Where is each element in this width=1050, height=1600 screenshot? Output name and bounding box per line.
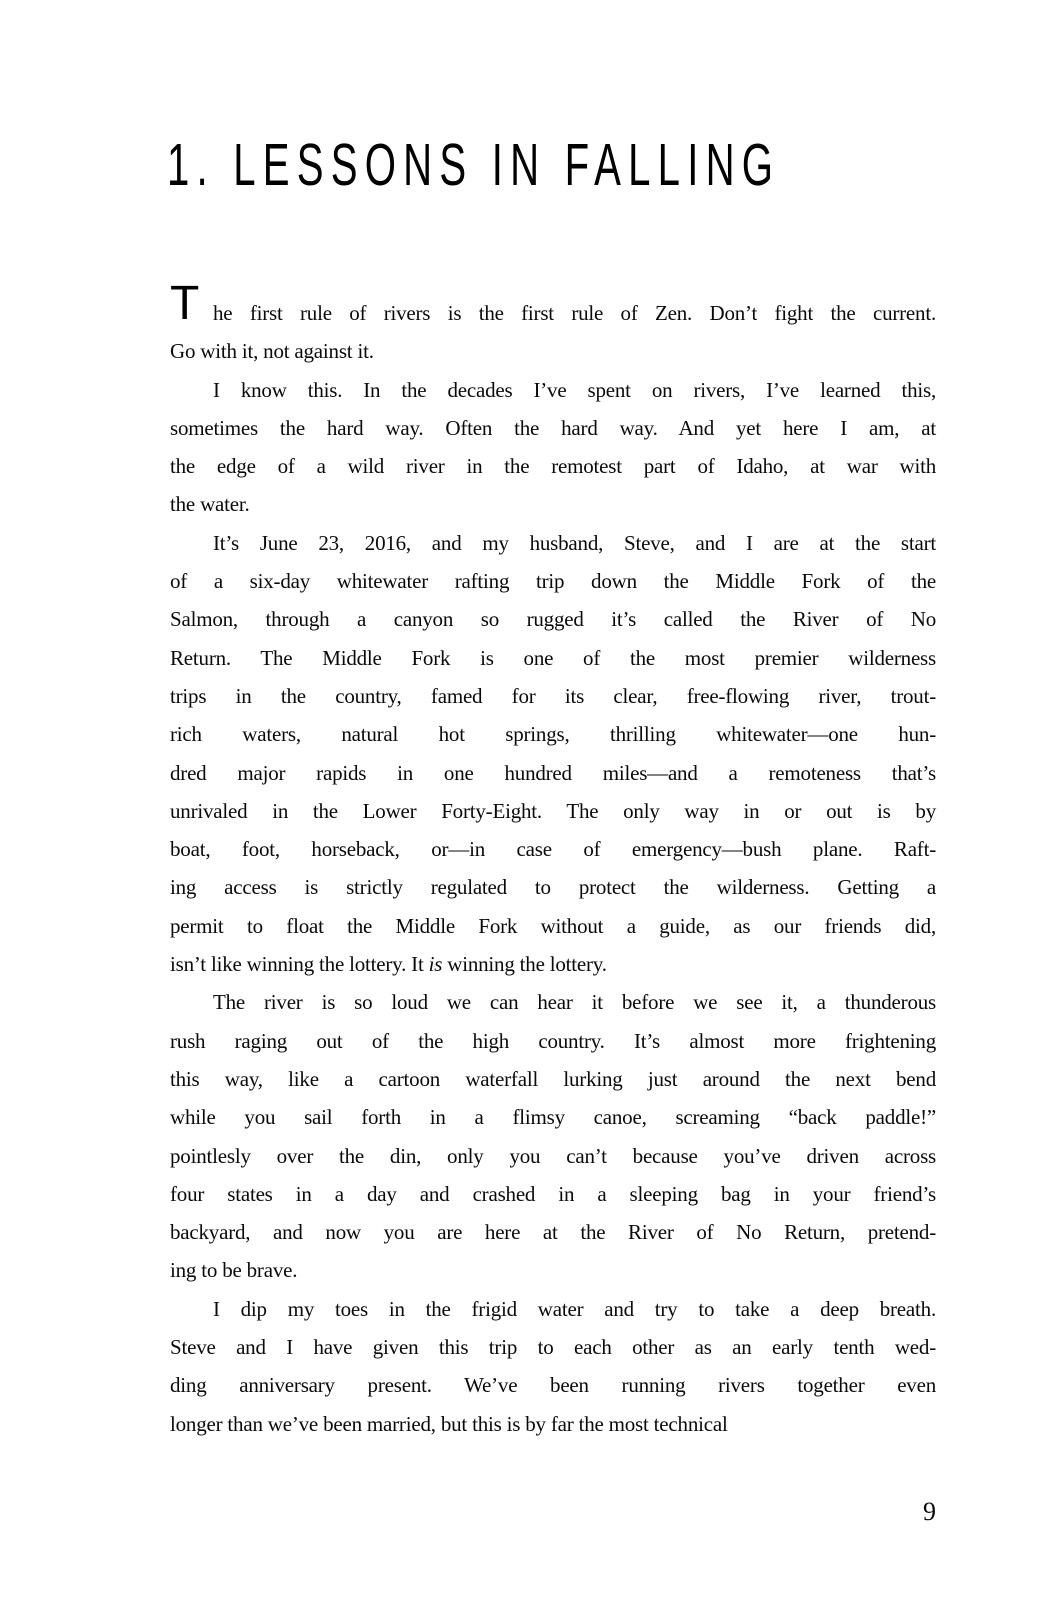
text-line: Steve and I have given this trip to each other as an early tenth wed- bbox=[170, 1335, 936, 1360]
text-line: pointlesly over the din, only you can’t because you’ve driven across bbox=[170, 1143, 936, 1168]
paragraph bbox=[170, 277, 936, 371]
text-line: rush raging out of the high country. It’s almost more frightening bbox=[170, 1028, 936, 1053]
paragraph bbox=[170, 371, 936, 524]
text-line: ding anniversary present. We’ve been running rivers together even bbox=[170, 1373, 936, 1398]
text-line: I dip my toes in the frigid water and try to take a deep breath. bbox=[213, 1296, 936, 1321]
paragraph bbox=[170, 1290, 936, 1443]
text-line: The river is so loud we can hear it before we see it, a thunderous bbox=[213, 990, 936, 1015]
text-line: longer than we’ve been married, but this is by far the most technical bbox=[170, 1411, 728, 1436]
paragraph bbox=[170, 524, 936, 984]
text-line: Return. The Middle Fork is one of the most premier wilderness bbox=[170, 645, 936, 670]
page-number: 9 bbox=[923, 1497, 936, 1526]
text-line: trips in the country, famed for its clear, free-flowing river, trout- bbox=[170, 683, 936, 708]
text-line: the water. bbox=[170, 492, 250, 517]
text-line: T he first rule of rivers is the first rule of Zen. Don’t fight the current. bbox=[170, 277, 936, 330]
text-line: It’s June 23, 2016, and my husband, Steve, and I are at the start bbox=[213, 530, 936, 555]
chapter-heading: 1. LESSONS IN FALLING bbox=[167, 132, 781, 198]
text-line: I know this. In the decades I’ve spent on rivers, I’ve learned this, bbox=[213, 377, 936, 402]
text-line: this way, like a cartoon waterfall lurking just around the next bend bbox=[170, 1066, 936, 1091]
text-line: ing to be brave. bbox=[170, 1258, 298, 1283]
text-line: unrivaled in the Lower Forty-Eight. The only way in or out is by bbox=[170, 798, 936, 823]
text-line: sometimes the hard way. Often the hard way. And yet here I am, at bbox=[170, 415, 936, 440]
paragraph bbox=[170, 983, 936, 1289]
raised-cap-letter: T bbox=[170, 277, 200, 330]
text-line: rich waters, natural hot springs, thrilling whitewater—one hun- bbox=[170, 722, 936, 747]
text-line: four states in a day and crashed in a sleeping bag in your friend’s bbox=[170, 1181, 936, 1206]
text-line: isn’t like winning the lottery. It is winning the lottery. bbox=[170, 952, 607, 977]
text-line: the edge of a wild river in the remotest part of Idaho, at war with bbox=[170, 454, 936, 479]
text-line: dred major rapids in one hundred miles—and a remoteness that’s bbox=[170, 760, 936, 785]
text-line: while you sail forth in a flimsy canoe, screaming “back paddle!” bbox=[170, 1105, 936, 1130]
text-line: boat, foot, horseback, or—in case of emergency—bush plane. Raft- bbox=[170, 837, 936, 862]
text-line: Go with it, not against it. bbox=[170, 339, 374, 364]
text-line: ing access is strictly regulated to protect the wilderness. Getting a bbox=[170, 875, 936, 900]
text-line: permit to float the Middle Fork without a guide, as our friends did, bbox=[170, 913, 936, 938]
text-line: Salmon, through a canyon so rugged it’s called the River of No bbox=[170, 607, 936, 632]
text-line: backyard, and now you are here at the River of No Return, pretend- bbox=[170, 1220, 936, 1245]
body-text bbox=[170, 277, 936, 1443]
text-line: of a six-day whitewater rafting trip down the Middle Fork of the bbox=[170, 569, 936, 594]
